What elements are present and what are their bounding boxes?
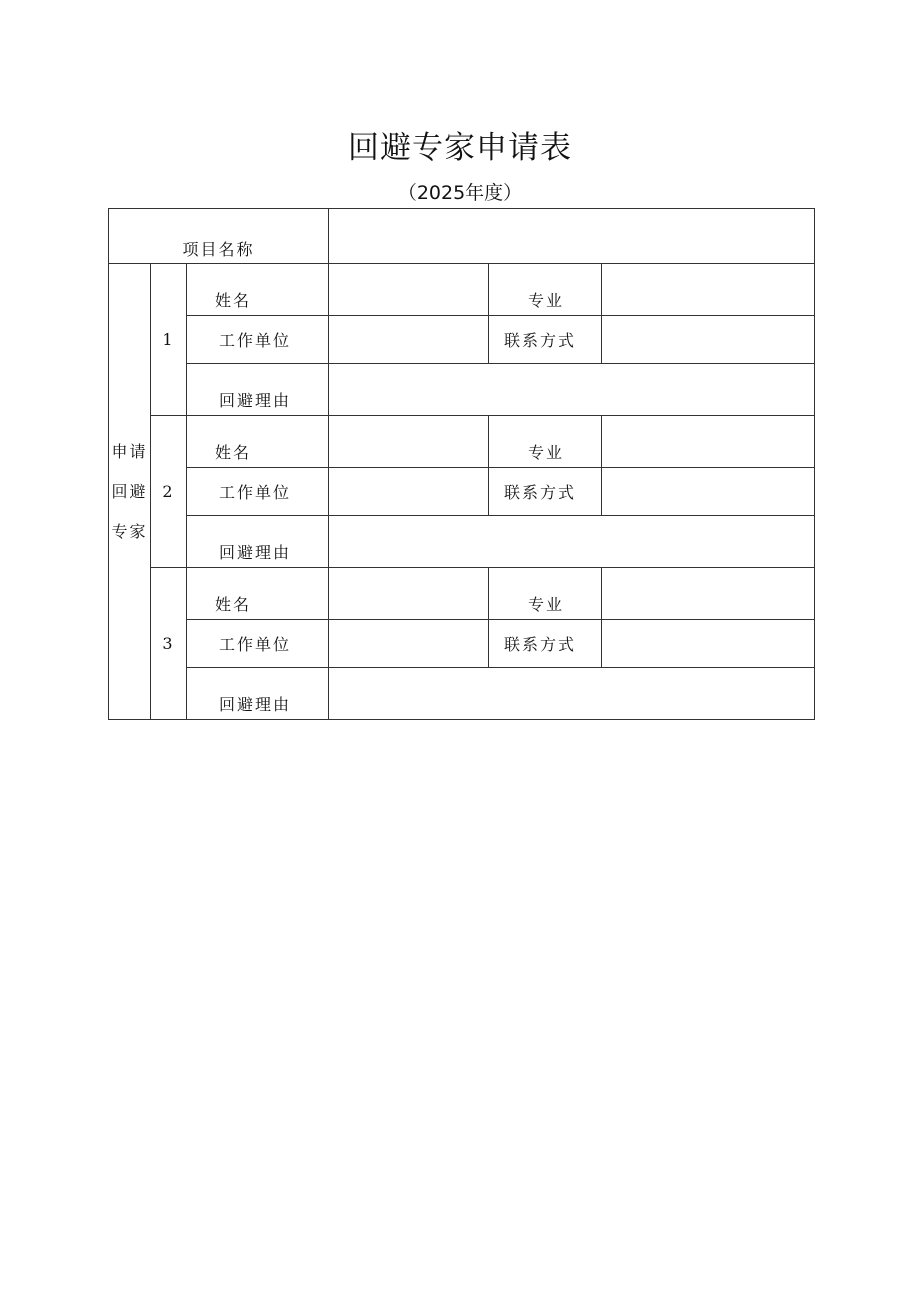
work-unit-field[interactable] xyxy=(329,316,489,364)
work-unit-label: 工作单位 xyxy=(187,468,329,516)
project-row xyxy=(109,209,815,264)
name-label: 姓名 xyxy=(187,416,329,468)
name-field[interactable] xyxy=(329,416,489,468)
expert-3-row-reason xyxy=(109,668,815,720)
reason-field[interactable] xyxy=(329,364,815,416)
name-label: 姓名 xyxy=(187,264,329,316)
major-label: 专业 xyxy=(489,416,602,468)
form-title: 回避专家申请表 xyxy=(348,130,572,166)
name-label: 姓名 xyxy=(187,568,329,620)
reason-field[interactable] xyxy=(329,668,815,720)
expert-1-row-reason xyxy=(109,364,815,416)
reason-label: 回避理由 xyxy=(187,364,329,416)
side-label-line: 回避 xyxy=(111,481,148,501)
expert-2-row-unit xyxy=(109,468,815,516)
expert-number: 3 xyxy=(151,568,187,720)
project-name-label: 项目名称 xyxy=(109,209,329,264)
contact-label: 联系方式 xyxy=(489,468,602,516)
major-field[interactable] xyxy=(602,416,815,468)
major-label: 专业 xyxy=(489,568,602,620)
expert-3-row-unit xyxy=(109,620,815,668)
major-field[interactable] xyxy=(602,568,815,620)
form-year: （2025年度） xyxy=(397,182,523,204)
contact-field[interactable] xyxy=(602,468,815,516)
expert-3-row-name xyxy=(109,568,815,620)
side-label-line: 申请 xyxy=(111,441,148,461)
contact-field[interactable] xyxy=(602,620,815,668)
work-unit-field[interactable] xyxy=(329,468,489,516)
contact-label: 联系方式 xyxy=(489,620,602,668)
expert-number: 2 xyxy=(151,416,187,568)
expert-2-row-name xyxy=(109,416,815,468)
major-field[interactable] xyxy=(602,264,815,316)
expert-number: 1 xyxy=(151,264,187,416)
work-unit-label: 工作单位 xyxy=(187,316,329,364)
contact-label: 联系方式 xyxy=(489,316,602,364)
expert-1-row-name xyxy=(109,264,815,316)
major-label: 专业 xyxy=(489,264,602,316)
reason-label: 回避理由 xyxy=(187,516,329,568)
side-label xyxy=(109,264,151,720)
expert-2-row-reason xyxy=(109,516,815,568)
avoidance-expert-form xyxy=(108,208,815,720)
work-unit-label: 工作单位 xyxy=(187,620,329,668)
name-field[interactable] xyxy=(329,264,489,316)
project-name-field[interactable] xyxy=(329,209,815,264)
reason-field[interactable] xyxy=(329,516,815,568)
side-label-line: 专家 xyxy=(111,521,148,541)
work-unit-field[interactable] xyxy=(329,620,489,668)
reason-label: 回避理由 xyxy=(187,668,329,720)
contact-field[interactable] xyxy=(602,316,815,364)
expert-1-row-unit xyxy=(109,316,815,364)
name-field[interactable] xyxy=(329,568,489,620)
